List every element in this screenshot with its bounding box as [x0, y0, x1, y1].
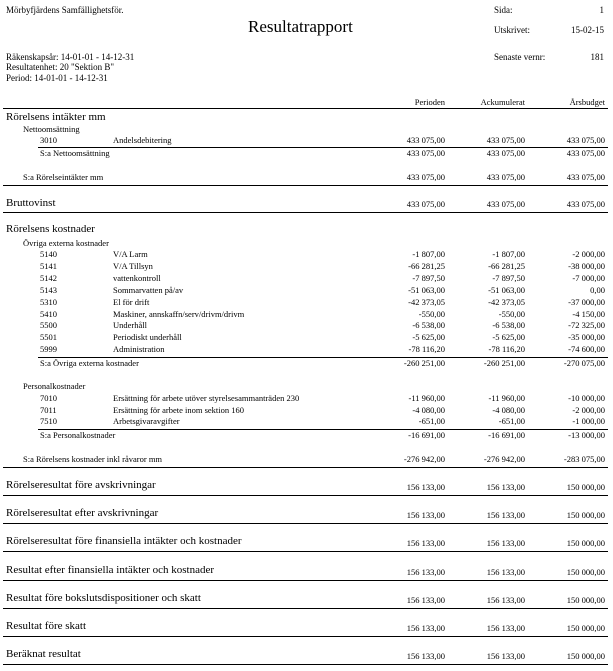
value-accumulated: 433 075,00	[486, 148, 525, 158]
voucher-label: Senaste vernr:	[494, 52, 546, 62]
account-name: vattenkontroll	[113, 272, 161, 283]
account-number: 7011	[40, 404, 57, 415]
value-accumulated: 156 133,00	[486, 538, 525, 549]
value-period: -550,00	[418, 308, 445, 319]
value-budget: 150 000,00	[566, 510, 605, 521]
value-accumulated: 156 133,00	[486, 566, 525, 577]
account-number: 5310	[40, 296, 57, 307]
page-label: Sida:	[494, 5, 513, 15]
value-budget: -283 075,00	[563, 454, 605, 464]
account-name: V/A Larm	[113, 249, 148, 259]
result-label: Rörelseresultat före finansiella intäkter och kostnader	[6, 535, 242, 548]
value-period: -66 281,25	[408, 260, 445, 271]
value-period: 433 075,00	[406, 148, 445, 158]
result-unit: Resultatenhet: 20 "Sektion B"	[6, 62, 115, 72]
value-accumulated: -42 373,05	[488, 296, 525, 307]
account-name: El för drift	[113, 296, 150, 307]
value-accumulated: -1 807,00	[492, 249, 525, 259]
value-budget: -2 000,00	[572, 249, 605, 259]
value-accumulated: -51 063,00	[488, 284, 525, 295]
value-period: 156 133,00	[406, 566, 445, 577]
value-budget: -13 000,00	[568, 430, 605, 440]
value-period: -42 373,05	[408, 296, 445, 307]
divider	[3, 467, 608, 468]
account-number: 5410	[40, 308, 57, 319]
value-budget: 433 075,00	[566, 172, 605, 182]
value-accumulated: -276 942,00	[483, 454, 525, 464]
value-budget: -72 325,00	[568, 320, 605, 331]
gross-profit-label: Bruttovinst	[6, 197, 56, 209]
sum-label: S:a Personalkostnader	[40, 430, 116, 440]
sum-label: S:a Övriga externa kostnader	[40, 358, 139, 368]
value-budget: -74 600,00	[568, 344, 605, 355]
section-costs: Rörelsens kostnader	[6, 223, 95, 235]
divider	[3, 212, 608, 213]
value-period: -78 116,20	[408, 344, 445, 355]
value-accumulated: 156 133,00	[486, 651, 525, 662]
account-name: V/A Tillsyn	[113, 260, 153, 271]
account-name: Andelsdebitering	[113, 135, 172, 145]
value-accumulated: -7 897,50	[492, 272, 525, 283]
section-income: Rörelsens intäkter mm	[6, 111, 106, 123]
value-period: 156 133,00	[406, 538, 445, 549]
divider	[3, 608, 608, 609]
value-budget: 150 000,00	[566, 566, 605, 577]
divider	[3, 664, 608, 665]
value-period: -651,00	[418, 416, 445, 427]
value-budget: -4 150,00	[572, 308, 605, 319]
voucher-number: 181	[590, 52, 604, 62]
subsection-external: Övriga externa kostnader	[23, 238, 109, 248]
divider	[3, 495, 608, 496]
subsection-personnel: Personalkostnader	[23, 381, 86, 391]
divider	[3, 185, 608, 186]
value-budget: -7 000,00	[572, 272, 605, 283]
value-accumulated: -5 625,00	[492, 332, 525, 343]
account-number: 5501	[40, 332, 57, 343]
value-period: 156 133,00	[406, 482, 445, 492]
value-period: -51 063,00	[408, 284, 445, 295]
result-label: Resultat före skatt	[6, 620, 87, 632]
report-title: Resultatrapport	[248, 17, 353, 36]
account-number: 5500	[40, 320, 57, 331]
value-accumulated: -16 691,00	[488, 430, 525, 440]
value-accumulated: -66 281,25	[488, 260, 525, 271]
value-accumulated: 156 133,00	[486, 623, 525, 633]
value-budget: 150 000,00	[566, 623, 605, 633]
page-number: 1	[599, 5, 604, 15]
divider	[3, 551, 608, 552]
col-accumulated: Ackumulerat	[480, 97, 525, 107]
account-number: 5141	[40, 260, 57, 271]
value-budget: -2 000,00	[572, 404, 605, 415]
value-accumulated: -11 960,00	[488, 393, 525, 403]
value-accumulated: 156 133,00	[486, 510, 525, 521]
value-budget: -1 000,00	[572, 416, 605, 427]
col-period: Perioden	[414, 97, 445, 107]
value-budget: 433 075,00	[566, 199, 605, 209]
value-period: -16 691,00	[408, 430, 445, 440]
value-accumulated: -550,00	[498, 308, 525, 319]
value-period: -4 080,00	[412, 404, 445, 415]
value-accumulated: 433 075,00	[486, 199, 525, 209]
printed-date: 15-02-15	[571, 25, 604, 35]
result-label: Resultat efter finansiella intäkter och kostnader	[6, 563, 215, 576]
value-budget: 433 075,00	[566, 148, 605, 158]
value-accumulated: -651,00	[498, 416, 525, 427]
value-budget: -270 075,00	[563, 358, 605, 368]
value-budget: 150 000,00	[566, 594, 605, 605]
value-period: -1 807,00	[412, 249, 445, 259]
divider	[3, 636, 608, 637]
value-accumulated: 433 075,00	[486, 172, 525, 182]
result-label: Rörelseresultat efter avskrivningar	[6, 507, 159, 520]
value-period: 156 133,00	[406, 651, 445, 662]
divider	[3, 523, 608, 524]
fiscal-year: Räkenskapsår: 14-01-01 - 14-12-31	[6, 52, 135, 62]
subsection-net-sales: Nettoomsättning	[23, 124, 80, 134]
account-number: 7010	[40, 393, 57, 403]
account-number: 5140	[40, 249, 57, 259]
value-budget: -10 000,00	[568, 393, 605, 403]
account-name: Ersättning för arbete utöver styrelsesammanträden 230	[113, 393, 300, 403]
sum-label: S:a Rörelsens kostnader inkl råvaror mm	[23, 454, 163, 464]
value-budget: -37 000,00	[568, 296, 605, 307]
value-period: 433 075,00	[406, 135, 445, 145]
org-name: Mörbyfjärdens Samfällighetsför.	[6, 5, 124, 15]
value-period: -6 538,00	[412, 320, 445, 331]
value-budget: -38 000,00	[568, 260, 605, 271]
account-number: 5999	[40, 344, 57, 355]
value-period: 156 133,00	[406, 594, 445, 605]
value-budget: 433 075,00	[566, 135, 605, 145]
account-name: Underhåll	[113, 320, 147, 331]
divider	[3, 580, 608, 581]
account-name: Sommarvatten på/av	[113, 284, 184, 295]
col-budget: Årsbudget	[569, 97, 605, 107]
value-budget: 150 000,00	[566, 538, 605, 549]
account-name: Ersättning för arbete inom sektion 160	[113, 404, 245, 415]
account-number: 5142	[40, 272, 57, 283]
printed-label: Utskrivet:	[494, 25, 530, 35]
account-number: 3010	[40, 135, 57, 145]
value-accumulated: 156 133,00	[486, 482, 525, 492]
result-label: Rörelseresultat före avskrivningar	[6, 479, 156, 491]
value-period: 433 075,00	[406, 172, 445, 182]
value-accumulated: -4 080,00	[492, 404, 525, 415]
result-label: Beräknat resultat	[6, 648, 81, 661]
value-period: 156 133,00	[406, 623, 445, 633]
value-period: 433 075,00	[406, 199, 445, 209]
value-budget: -35 000,00	[568, 332, 605, 343]
value-budget: 150 000,00	[566, 482, 605, 492]
value-budget: 150 000,00	[566, 651, 605, 662]
header-divider	[3, 108, 608, 109]
period: Period: 14-01-01 - 14-12-31	[6, 73, 108, 83]
value-period: -5 625,00	[412, 332, 445, 343]
account-name: Periodiskt underhåll	[113, 332, 182, 343]
sum-label: S:a Rörelseintäkter mm	[23, 172, 104, 182]
value-accumulated: -260 251,00	[483, 358, 525, 368]
account-name: Maskiner, annskaffn/serv/drivm/drivm	[113, 308, 245, 319]
value-accumulated: 433 075,00	[486, 135, 525, 145]
sum-label: S:a Nettoomsättning	[40, 148, 110, 158]
value-accumulated: -78 116,20	[488, 344, 525, 355]
account-name: Arbetsgivaravgifter	[113, 416, 180, 427]
value-period: -260 251,00	[403, 358, 445, 368]
value-period: 156 133,00	[406, 510, 445, 521]
account-name: Administration	[113, 344, 165, 355]
value-period: -11 960,00	[408, 393, 445, 403]
value-period: -7 897,50	[412, 272, 445, 283]
value-budget: 0,00	[590, 284, 605, 295]
result-label: Resultat före bokslutsdispositioner och skatt	[6, 591, 201, 604]
value-accumulated: 156 133,00	[486, 594, 525, 605]
account-number: 7510	[40, 416, 57, 427]
account-number: 5143	[40, 284, 57, 295]
value-accumulated: -6 538,00	[492, 320, 525, 331]
value-period: -276 942,00	[403, 454, 445, 464]
